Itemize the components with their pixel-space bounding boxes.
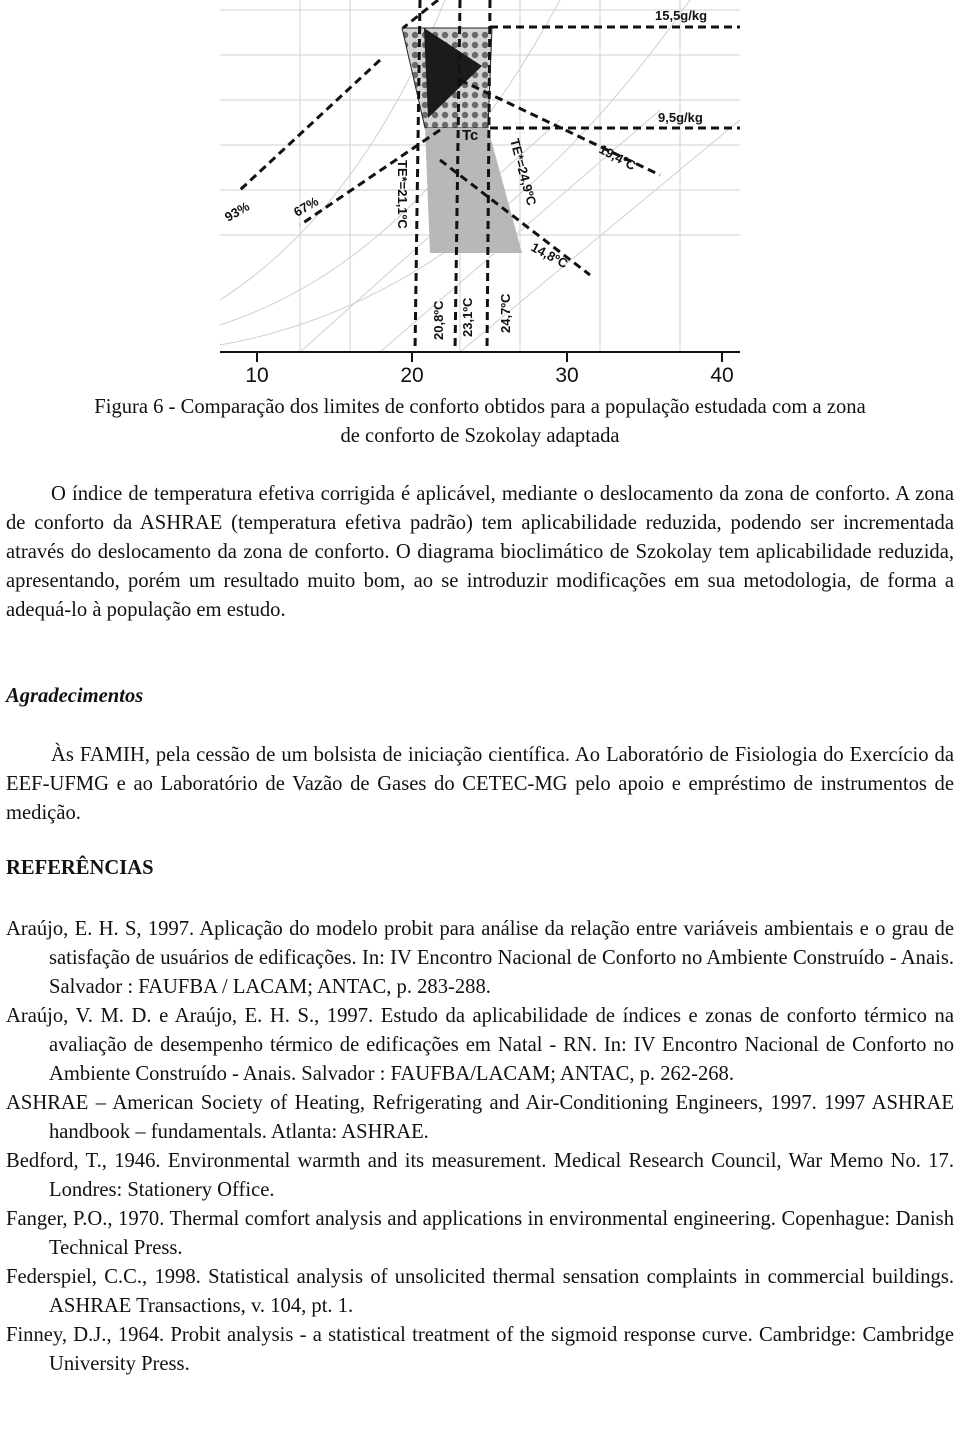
acknowledgements-paragraph: Às FAMIH, pela cessão de um bolsista de iniciação científica. Ao Laboratório de Fisiologia do Exercício da EEF-UFMG e ao Laboratório de Vazão de Gases do CETEC-MG pelo apoio e empréstimo de instrumentos de medição. [6,744,954,824]
reference-item: Federspiel, C.C., 1998. Statistical analysis of unsolicited thermal sensation complaints in commercial buildings. ASHRAE Transactions, v. 104, pt. 1. [6,1266,954,1317]
temp-label: 24,7ºC [498,293,513,333]
temp-label: 20,8ºC [431,300,446,340]
rh-label: 93% [222,198,253,225]
temp-label: 23,1ºC [460,297,475,337]
reference-item: Araújo, V. M. D. e Araújo, E. H. S., 1997. Estudo da aplicabilidade de índices e zonas de conforto térmico na avaliação de desempenho térmico de edificações em Natal - RN. In: IV Encontro Nacional de Conforto no Ambiente Construído - Anais. Salvador : FAUFBA/LACAM; ANTAC, p. 262-268. [6,1005,954,1085]
body-paragraph: O índice de temperatura efetiva corrigida é aplicável, mediante o deslocamento da zona de conforto. A zona de conforto da ASHRAE (temperatura efetiva padrão) tem aplicabilidade reduzida, podendo ser incrementada através do deslocamento da zona de conforto. O diagrama bioclimático de Szokolay tem aplicabilidade reduzida, apresentando, porém um resultado muito bom, ao se introduzir modificações em sua metodologia, de forma a adequá-lo à população em estudo. [6,483,954,621]
x-tick-label: 20 [400,364,424,387]
references-heading: REFERÊNCIAS [6,857,154,879]
reference-item: ASHRAE – American Society of Heating, Refrigerating and Air-Conditioning Engineers, 1997. 1997 ASHRAE handbook – fundamentals. Atlanta: ASHRAE. [6,1092,954,1143]
wet-bulb-label: 19,4ºC [596,141,639,174]
acknowledgements-heading: Agradecimentos [6,685,144,707]
reference-item: Fanger, P.O., 1970. Thermal comfort analysis and applications in environmental engineering. Copenhague: Danish Technical Press. [6,1208,954,1259]
reference-item: Finney, D.J., 1964. Probit analysis - a statistical treatment of the sigmoid response curve. Cambridge: Cambridge University Press. [6,1324,954,1375]
figure-caption [0,393,960,451]
x-ticks [257,352,722,362]
psychrometric-chart [0,0,960,392]
te-label: TE*=24,9ºC [507,136,540,208]
references-list [6,915,954,1379]
x-tick-label: 30 [555,364,579,387]
x-tick-label: 10 [245,364,269,387]
psychrometric-figure [0,0,960,392]
caption-line: de conforto de Szokolay adaptada [340,425,620,447]
x-tick-label: 40 [710,364,734,387]
wet-bulb-label: 14,8ºC [528,239,571,272]
humidity-label: 9,5g/kg [658,110,703,125]
caption-line: Figura 6 - Comparação dos limites de conforto obtidos para a população estudada com a zona [94,396,866,418]
reference-item: Araújo, E. H. S, 1997. Aplicação do modelo probit para análise da relação entre variáveis ambientais e o grau de satisfação de usuários de edificações. In: IV Encontro Nacional de Conforto no Ambiente Construído - Anais. Salvador : FAUFBA / LACAM; ANTAC, p. 283-288. [6,918,954,998]
rh-label: 67% [291,193,322,220]
tc-label: Tc [462,127,479,144]
limit-lines [240,0,740,352]
humidity-label: 15,5g/kg [655,8,708,23]
te-label: TE*=21,1ºC [395,160,410,229]
reference-item: Bedford, T., 1946. Environmental warmth and its measurement. Medical Research Council, War Memo No. 17. Londres: Stationery Office. [6,1150,954,1201]
